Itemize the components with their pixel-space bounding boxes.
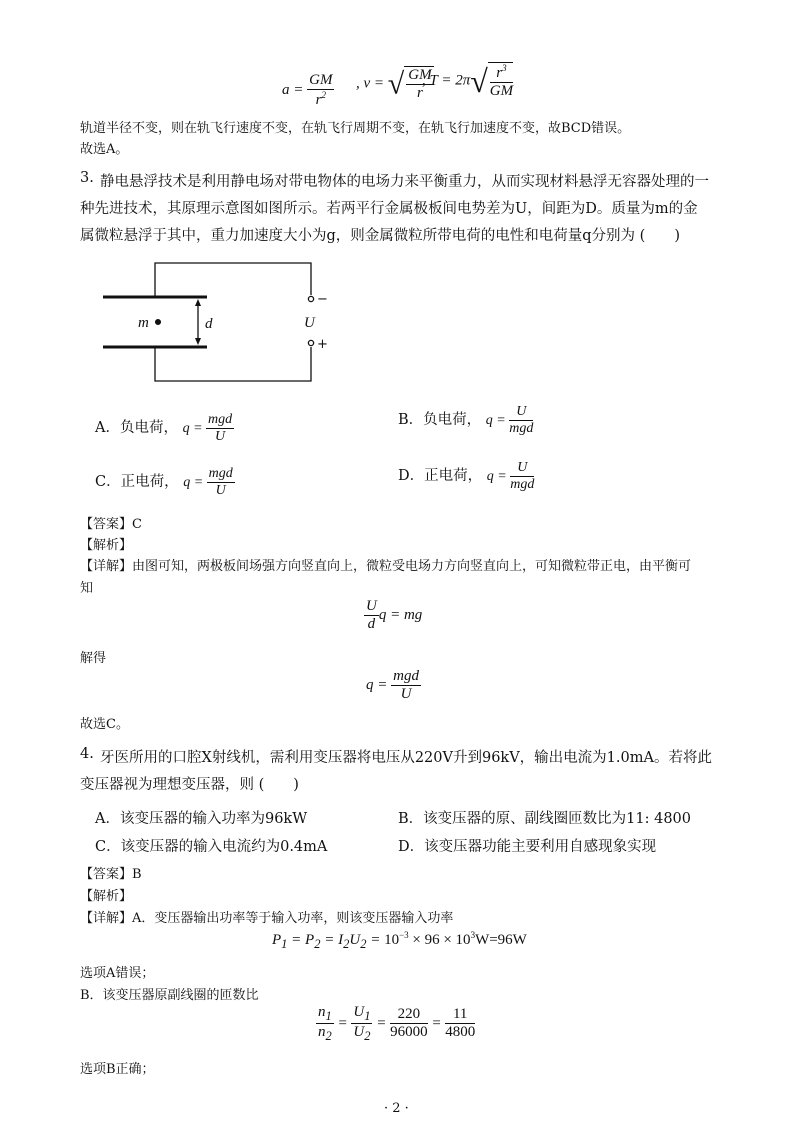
q4-option-a: A．该变压器的输入功率为96kW [95, 811, 308, 827]
q3-option-d: D．正电荷， q = $\frac{U}{\text{mgd}}$ [398, 460, 535, 493]
option-text: 负电荷， [119, 419, 178, 436]
option-text: 正电荷， [120, 473, 179, 490]
voltage-label: U [304, 315, 315, 331]
capacitor-diagram [95, 255, 345, 390]
terminal-minus [308, 296, 313, 301]
q4-option-c: C．该变压器的输入电流约为0.4mA [95, 839, 328, 855]
option-letter: A． [95, 419, 120, 436]
top-wire [155, 263, 311, 297]
option-letter: B． [398, 411, 424, 428]
bottom-wire [155, 347, 311, 381]
terminal-plus [308, 340, 313, 345]
q4-number: 4. [80, 746, 94, 762]
q3-solve-label: 解得 [80, 651, 107, 666]
mass-label: m [138, 315, 149, 331]
q3-detail-line-1: 【详解】由图可知，两极板间场强方向竖直向上，微粒受电场力方向竖直向上，可知微粒带正电，由平衡可 [80, 559, 692, 574]
q3-stem-line-3: 属微粒悬浮于其中，重力加速度大小为g，则金属微粒所带电荷的电性和电荷量q分别为 ( ) [80, 228, 680, 244]
page-number: · 2 · [384, 1101, 409, 1116]
q3-equation-1: $\frac{U}{d}$ q = mg [366, 598, 423, 633]
option-text: 负电荷， [423, 411, 482, 428]
q3-conclusion: 故选C。 [80, 717, 129, 732]
q3-analysis: 【解析】 [80, 538, 133, 553]
q3-equation-2: q = $\frac{\text{mgd}}{U}$ [366, 668, 419, 703]
q4-verdict-b: 选项B正确； [80, 1062, 155, 1077]
q3-option-a: A．负电荷， q = $\frac{\text{mgd}}{U}$ [95, 412, 233, 445]
top-line-1: 轨道半径不变，则在轨飞行速度不变，在轨飞行周期不变，在轨飞行加速度不变，故BCD错误。 [80, 121, 631, 136]
plus-sign: + [317, 337, 328, 352]
formula-a: a = $\frac{GM}{r^2}$ [282, 72, 333, 109]
q3-option-b: B．负电荷， q = $\frac{U}{\text{mgd}}$ [398, 404, 534, 437]
q3-stem-line-1: 静电悬浮技术是利用静电场对带电物体的电场力来平衡重力，从而实现材料悬浮无容器处理的一 [100, 174, 709, 190]
option-text: 正电荷， [424, 467, 483, 484]
q4-stem-line-1: 牙医所用的口腔X射线机，需利用变压器将电压从220V升到96kV，输出电流为1.0mA。若将此 [100, 750, 712, 766]
particle-dot [156, 320, 161, 325]
q4-stem-line-2: 变压器视为理想变压器，则 ( ) [80, 777, 299, 793]
q3-answer: 【答案】C [80, 517, 142, 532]
formula-v: , v = √ $\frac{GM}{r}$ [356, 67, 432, 102]
q4-equation-ratio: $\frac{n_1}{n_2}$ = $\frac{U_1}{U_2}$ = $\frac{220}{96000}$ = $\frac{11}{4800}$ [318, 1004, 476, 1044]
q3-detail-line-2: 知 [80, 581, 94, 596]
q4-detail-a: 【详解】A．变压器输出功率等于输入功率，则该变压器输入功率 [80, 911, 454, 926]
q4-equation-power: $P_1 = P_2 = I_2U_2 = 10^{-3} \times 96 \times 10^3W=96W$ [272, 930, 527, 951]
q4-option-d: D．该变压器功能主要利用自感现象实现 [398, 839, 657, 855]
q3-option-c: C．正电荷， q = $\frac{\text{mgd}}{U}$ [95, 466, 233, 499]
gap-label: d [205, 316, 213, 332]
option-letter: D． [398, 467, 425, 484]
q4-verdict-a: 选项A错误； [80, 966, 155, 981]
q3-stem-line-2: 种先进技术，其原理示意图如图所示。若两平行金属极板间电势差为U，间距为D。质量为m的金 [80, 201, 698, 217]
q4-answer: 【答案】B [80, 867, 142, 882]
q4-detail-b: B．该变压器原副线圈的匝数比 [80, 988, 259, 1003]
option-letter: C． [95, 473, 121, 490]
minus-sign: − [317, 292, 328, 307]
q4-analysis: 【解析】 [80, 889, 133, 904]
q3-number: 3. [80, 170, 94, 186]
formula-T: , T = 2π√ $\frac{r^3}{GM}$ [422, 62, 514, 100]
top-line-2: 故选A。 [80, 142, 129, 157]
q4-option-b: B．该变压器的原、副线圈匝数比为11: 4800 [398, 811, 692, 827]
